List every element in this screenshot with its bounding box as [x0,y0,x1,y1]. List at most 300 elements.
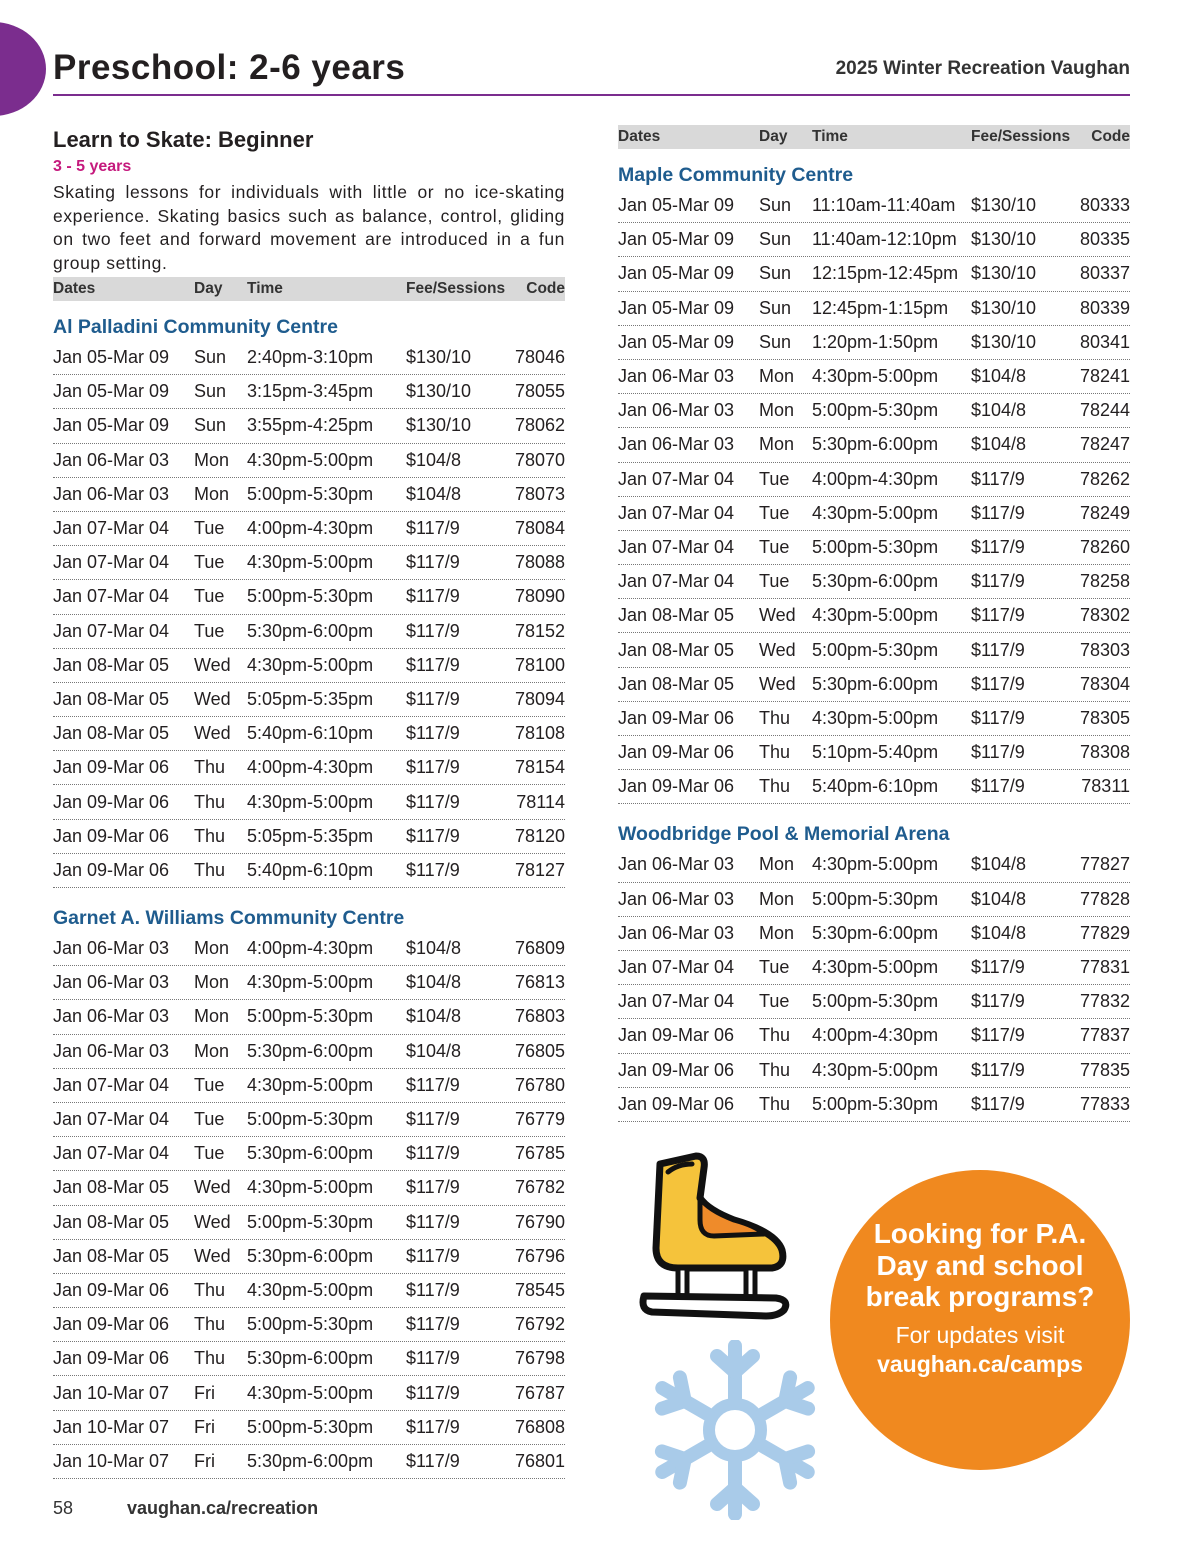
row-fee: $117/9 [406,1074,460,1095]
row-time: 5:30pm-6:00pm [247,1143,374,1164]
row-dates: Jan 07-Mar 04 [618,991,735,1012]
row-fee: $130/10 [971,297,1037,318]
row-code: 78308 [1079,742,1130,763]
row-dates: Jan 10-Mar 07 [53,1450,170,1471]
row-day: Wed [194,1245,231,1266]
row-dates: Jan 09-Mar 06 [618,1093,735,1114]
table-row [53,1240,565,1274]
row-dates: Jan 09-Mar 06 [53,825,170,846]
row-fee: $117/9 [406,1109,460,1130]
row-code: 78108 [514,723,565,744]
program-title: Learn to Skate: Beginner [53,127,314,152]
table-row [53,649,565,683]
table-row [618,951,1130,985]
row-dates: Jan 08-Mar 05 [53,1177,170,1198]
row-time: 3:15pm-3:45pm [247,381,374,402]
row-fee: $130/10 [406,347,472,368]
row-day: Mon [194,483,230,504]
row-code: 78244 [1079,400,1130,421]
row-fee: $117/9 [971,605,1025,626]
row-time: 11:10am-11:40am [812,195,956,216]
row-code: 78046 [514,347,565,368]
row-code: 78262 [1079,468,1130,489]
row-dates: Jan 06-Mar 03 [53,483,170,504]
table-row [618,633,1130,667]
row-time: 4:30pm-5:00pm [247,972,374,993]
row-code: 76798 [514,1348,565,1369]
row-code: 76787 [514,1382,565,1403]
row-dates: Jan 07-Mar 04 [53,586,170,607]
row-day: Thu [194,825,226,846]
header-time: Time [247,280,283,297]
row-time: 5:00pm-5:30pm [247,1211,374,1232]
row-dates: Jan 07-Mar 04 [53,518,170,539]
row-day: Wed [759,639,796,660]
row-code: 80333 [1079,195,1130,216]
row-fee: $117/9 [406,552,460,573]
row-fee: $117/9 [971,1093,1025,1114]
row-code: 78084 [514,518,565,539]
row-code: 77828 [1079,888,1130,909]
table-header [53,277,565,301]
table-row [618,428,1130,462]
row-code: 78062 [514,415,565,436]
row-day: Tue [759,957,790,978]
table-row [618,702,1130,736]
row-code: 78258 [1079,571,1130,592]
row-fee: $130/10 [971,195,1037,216]
row-time: 5:30pm-6:00pm [812,922,939,943]
row-day: Sun [759,297,792,318]
row-dates: Jan 06-Mar 03 [618,922,735,943]
row-time: 5:30pm-6:00pm [812,571,939,592]
footer-url[interactable]: vaughan.ca/recreation [127,1498,319,1518]
row-code: 77833 [1079,1093,1130,1114]
table-row [618,736,1130,770]
row-fee: $117/9 [406,620,460,641]
row-day: Sun [194,381,227,402]
header-dates: Dates [53,280,96,297]
left-column [53,125,565,1479]
table-header [618,125,1130,149]
row-code: 76780 [514,1074,565,1095]
row-day: Mon [759,400,795,421]
location-heading: Woodbridge Pool & Memorial Arena [618,823,950,846]
row-code: 80337 [1079,263,1130,284]
header-time: Time [812,128,848,145]
row-dates: Jan 08-Mar 05 [53,654,170,675]
row-time: 5:30pm-6:00pm [247,1450,374,1471]
row-time: 5:00pm-5:30pm [247,483,374,504]
row-fee: $117/9 [406,1348,460,1369]
row-time: 12:15pm-12:45pm [812,263,959,284]
row-day: Tue [194,518,225,539]
row-dates: Jan 06-Mar 03 [618,888,735,909]
header-code: Code [1091,128,1130,145]
row-day: Thu [194,791,226,812]
row-code: 76813 [514,972,565,993]
row-fee: $117/9 [406,1211,460,1232]
row-fee: $117/9 [406,688,460,709]
row-day: Thu [759,742,791,763]
table-row [618,223,1130,257]
promo-circle [830,1170,1130,1470]
row-time: 5:00pm-5:30pm [812,536,939,557]
row-dates: Jan 06-Mar 03 [618,366,735,387]
row-fee: $117/9 [406,723,460,744]
table-row [618,985,1130,1019]
row-fee: $130/10 [971,229,1037,250]
row-fee: $117/9 [971,991,1025,1012]
row-dates: Jan 09-Mar 06 [53,757,170,778]
row-code: 76801 [514,1450,565,1471]
row-time: 4:30pm-5:00pm [247,1382,374,1403]
row-fee: $117/9 [406,518,460,539]
row-code: 78302 [1079,605,1130,626]
row-code: 78304 [1079,673,1130,694]
row-fee: $104/8 [971,854,1027,875]
row-dates: Jan 07-Mar 04 [53,620,170,641]
row-dates: Jan 09-Mar 06 [618,776,735,797]
row-dates: Jan 06-Mar 03 [618,854,735,875]
row-dates: Jan 10-Mar 07 [53,1416,170,1437]
row-code: 78303 [1079,639,1130,660]
row-code: 76809 [514,938,565,959]
row-dates: Jan 07-Mar 04 [53,1143,170,1164]
table-row [53,751,565,785]
row-day: Sun [759,263,792,284]
table-row [618,883,1130,917]
row-day: Tue [759,502,790,523]
row-time: 1:20pm-1:50pm [812,331,939,352]
row-dates: Jan 06-Mar 03 [53,1040,170,1061]
row-fee: $104/8 [406,1006,462,1027]
row-code: 78090 [514,586,565,607]
promo-heading: Looking for P.A. Day and school break programs? [865,1218,1095,1312]
row-fee: $104/8 [406,938,462,959]
location-heading: Al Palladini Community Centre [53,316,338,338]
row-fee: $117/9 [971,468,1025,489]
right-schedule [618,161,1130,1122]
page-number: 58 [53,1498,74,1518]
row-fee: $117/9 [971,571,1025,592]
row-time: 5:00pm-5:30pm [812,991,939,1012]
row-code: 76792 [514,1314,565,1335]
table-row [618,463,1130,497]
row-dates: Jan 09-Mar 06 [53,791,170,812]
row-fee: $104/8 [971,400,1027,421]
row-code: 78120 [514,825,565,846]
row-day: Tue [194,586,225,607]
row-code: 77827 [1079,854,1130,875]
row-fee: $104/8 [971,434,1027,455]
row-fee: $117/9 [406,586,460,607]
row-day: Fri [194,1382,215,1403]
row-code: 77831 [1079,957,1130,978]
row-time: 5:30pm-6:00pm [812,434,939,455]
row-dates: Jan 07-Mar 04 [53,552,170,573]
table-row [53,1171,565,1205]
program-ages: 3 - 5 years [53,158,132,175]
row-time: 5:30pm-6:00pm [247,1245,374,1266]
table-row [53,615,565,649]
table-row [618,1019,1130,1053]
table-row [618,394,1130,428]
row-code: 77835 [1079,1059,1130,1080]
row-code: 76805 [514,1040,565,1061]
row-fee: $117/9 [971,1025,1025,1046]
row-day: Mon [759,434,795,455]
row-day: Mon [759,854,795,875]
program-description: Skating lessons for individuals with little or no ice-skating experience. Skating basics such as balance, control, gliding on two feet and forward movement are introduced in a fun group setting. [53,182,565,273]
row-code: 77829 [1079,922,1130,943]
row-code: 76808 [514,1416,565,1437]
row-day: Tue [194,1109,225,1130]
row-day: Tue [194,620,225,641]
row-code: 78100 [514,654,565,675]
row-code: 78073 [514,483,565,504]
table-row [53,1376,565,1410]
row-code: 77832 [1079,991,1130,1012]
row-dates: Jan 07-Mar 04 [618,502,735,523]
page-footer [53,1498,318,1519]
row-fee: $130/10 [406,415,472,436]
row-day: Fri [194,1450,215,1471]
row-code: 76785 [514,1143,565,1164]
row-day: Wed [194,1211,231,1232]
row-code: 80339 [1079,297,1130,318]
row-dates: Jan 07-Mar 04 [618,571,735,592]
row-day: Wed [759,605,796,626]
row-dates: Jan 09-Mar 06 [53,1348,170,1369]
row-time: 2:40pm-3:10pm [247,347,374,368]
row-time: 3:55pm-4:25pm [247,415,374,436]
row-time: 4:30pm-5:00pm [247,654,374,675]
table-row [53,1000,565,1034]
table-row [53,854,565,888]
row-fee: $117/9 [406,1245,460,1266]
table-row [618,360,1130,394]
row-time: 5:10pm-5:40pm [812,742,939,763]
row-dates: Jan 05-Mar 09 [618,331,735,352]
table-row [618,917,1130,951]
table-row [53,580,565,614]
row-time: 5:40pm-6:10pm [812,776,939,797]
table-row [53,717,565,751]
row-code: 77837 [1079,1025,1130,1046]
row-day: Wed [194,723,231,744]
row-day: Thu [194,1314,226,1335]
row-time: 5:00pm-5:30pm [812,888,939,909]
row-dates: Jan 09-Mar 06 [618,1025,735,1046]
row-code: 78070 [514,449,565,470]
row-fee: $117/9 [971,673,1025,694]
row-day: Tue [194,1074,225,1095]
table-row [53,932,565,966]
row-code: 80341 [1079,331,1130,352]
row-dates: Jan 05-Mar 09 [53,415,170,436]
row-day: Sun [759,195,792,216]
table-row [53,478,565,512]
table-row [53,546,565,580]
table-row [618,848,1130,882]
row-code: 78088 [514,552,565,573]
table-row [53,1206,565,1240]
row-code: 76790 [514,1211,565,1232]
snowflake-icon [645,1340,825,1520]
row-code: 78127 [514,859,565,880]
row-day: Sun [194,347,227,368]
section-tab-marker [0,22,46,116]
row-dates: Jan 09-Mar 06 [618,742,735,763]
row-time: 5:30pm-6:00pm [247,1348,374,1369]
row-fee: $117/9 [971,707,1025,728]
row-fee: $117/9 [406,1279,460,1300]
row-time: 5:40pm-6:10pm [247,859,374,880]
row-time: 5:00pm-5:30pm [247,1416,374,1437]
row-dates: Jan 08-Mar 05 [53,688,170,709]
row-code: 78249 [1079,502,1130,523]
table-row [618,668,1130,702]
table-row [53,1137,565,1171]
row-fee: $117/9 [406,757,460,778]
row-time: 4:30pm-5:00pm [247,1074,374,1095]
row-day: Mon [194,972,230,993]
row-time: 12:45pm-1:15pm [812,297,949,318]
table-row [53,1103,565,1137]
promo-link[interactable]: vaughan.ca/camps [877,1350,1083,1377]
header-code: Code [526,280,565,297]
row-time: 5:05pm-5:35pm [247,825,374,846]
row-time: 5:00pm-5:30pm [247,1109,374,1130]
row-day: Thu [759,1093,791,1114]
table-row [53,341,565,375]
promo-subtext: For updates visit [895,1321,1065,1348]
row-fee: $117/9 [971,957,1025,978]
row-fee: $104/8 [406,1040,462,1061]
row-fee: $117/9 [971,776,1025,797]
row-code: 76796 [514,1245,565,1266]
row-code: 78241 [1079,366,1130,387]
row-time: 4:30pm-5:00pm [247,449,374,470]
row-code: 76803 [514,1006,565,1027]
row-fee: $104/8 [971,366,1027,387]
row-dates: Jan 08-Mar 05 [53,723,170,744]
row-code: 78260 [1079,536,1130,557]
row-time: 4:00pm-4:30pm [247,757,374,778]
row-time: 4:00pm-4:30pm [812,1025,939,1046]
row-time: 4:30pm-5:00pm [812,854,939,875]
row-time: 5:00pm-5:30pm [812,400,939,421]
row-day: Wed [194,1177,231,1198]
row-dates: Jan 05-Mar 09 [618,229,735,250]
row-code: 78247 [1079,434,1130,455]
row-fee: $117/9 [406,1314,460,1335]
row-dates: Jan 07-Mar 04 [53,1109,170,1130]
row-fee: $104/8 [971,888,1027,909]
row-dates: Jan 05-Mar 09 [53,381,170,402]
row-fee: $117/9 [971,1059,1025,1080]
table-row [53,375,565,409]
row-day: Tue [759,991,790,1012]
header-dates: Dates [618,128,661,145]
row-dates: Jan 05-Mar 09 [618,263,735,284]
table-row [618,292,1130,326]
row-dates: Jan 09-Mar 06 [618,1059,735,1080]
table-row [618,531,1130,565]
row-fee: $104/8 [406,483,462,504]
row-dates: Jan 09-Mar 06 [618,707,735,728]
row-time: 4:00pm-4:30pm [812,468,939,489]
row-day: Mon [759,888,795,909]
row-dates: Jan 05-Mar 09 [53,347,170,368]
row-fee: $104/8 [406,972,462,993]
row-time: 4:00pm-4:30pm [247,518,374,539]
row-day: Mon [759,922,795,943]
ice-skate-icon [638,1150,793,1320]
table-row [53,1308,565,1342]
row-time: 5:00pm-5:30pm [247,1314,374,1335]
table-row [53,966,565,1000]
row-day: Thu [194,757,226,778]
row-day: Thu [194,859,226,880]
row-day: Mon [759,366,795,387]
row-time: 4:30pm-5:00pm [812,605,939,626]
row-dates: Jan 05-Mar 09 [618,297,735,318]
row-fee: $117/9 [406,1450,460,1471]
row-dates: Jan 10-Mar 07 [53,1382,170,1403]
row-code: 78094 [514,688,565,709]
row-time: 5:30pm-6:00pm [247,620,374,641]
row-fee: $117/9 [406,1177,460,1198]
row-time: 5:30pm-6:00pm [812,673,939,694]
publication-title: 2025 Winter Recreation Vaughan [835,58,1130,79]
row-dates: Jan 07-Mar 04 [618,536,735,557]
table-row [53,1411,565,1445]
row-dates: Jan 07-Mar 04 [618,468,735,489]
row-dates: Jan 09-Mar 06 [53,1279,170,1300]
row-fee: $117/9 [406,859,460,880]
row-dates: Jan 06-Mar 03 [618,434,735,455]
table-row [53,1445,565,1479]
row-fee: $117/9 [971,502,1025,523]
row-time: 4:30pm-5:00pm [812,502,939,523]
row-fee: $117/9 [406,1382,460,1403]
row-code: 78055 [514,381,565,402]
row-dates: Jan 08-Mar 05 [618,673,735,694]
header-divider [53,94,1130,96]
row-day: Sun [194,415,227,436]
table-row [53,512,565,546]
table-row [53,1274,565,1308]
row-day: Thu [194,1279,226,1300]
row-time: 4:30pm-5:00pm [812,957,939,978]
row-day: Sun [759,331,792,352]
table-row [618,1054,1130,1088]
table-row [53,1342,565,1376]
row-time: 4:30pm-5:00pm [247,552,374,573]
row-dates: Jan 07-Mar 04 [53,1074,170,1095]
row-fee: $117/9 [406,654,460,675]
row-day: Thu [759,1025,791,1046]
table-row [618,565,1130,599]
row-dates: Jan 06-Mar 03 [53,449,170,470]
right-column [618,125,1130,1122]
row-dates: Jan 06-Mar 03 [53,972,170,993]
row-day: Tue [759,468,790,489]
table-row [53,785,565,819]
row-day: Wed [194,654,231,675]
